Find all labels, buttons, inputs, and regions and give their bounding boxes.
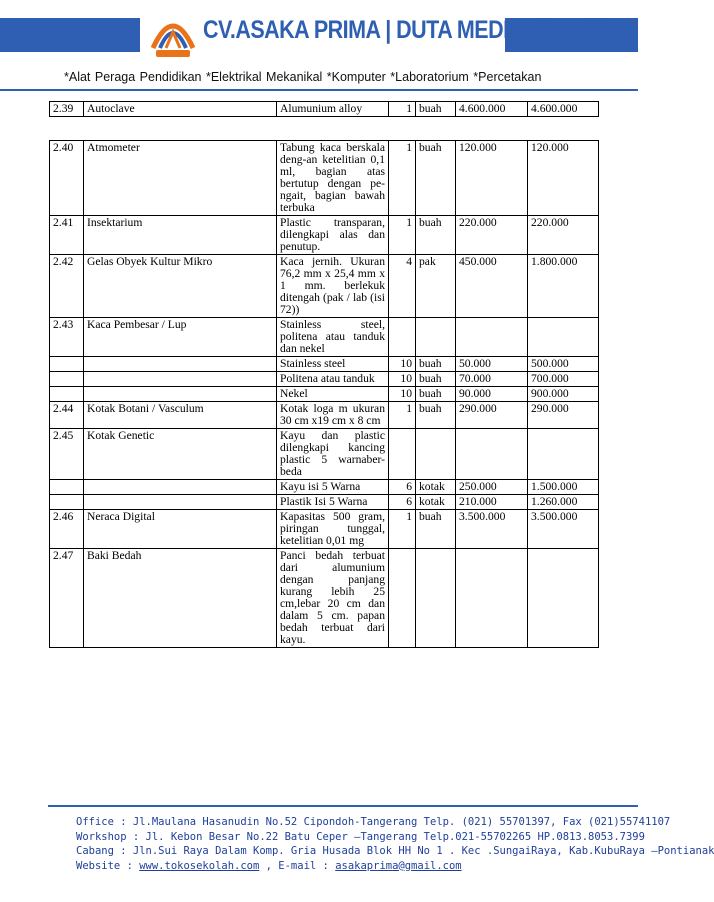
item-spec: Stainless steel, politena atau tanduk dan nekel [277, 318, 389, 357]
item-total: 1.260.000 [528, 495, 599, 510]
item-unit [416, 429, 456, 480]
item-name: Kotak Botani / Vasculum [84, 402, 277, 429]
item-number: 2.47 [50, 549, 84, 648]
item-spec: Plastik Isi 5 Warna [277, 495, 389, 510]
item-number: 2.42 [50, 255, 84, 318]
asaka-prima-logo-icon [148, 10, 198, 58]
item-qty: 1 [389, 216, 416, 255]
table-row [50, 318, 599, 357]
item-name: Neraca Digital [84, 510, 277, 549]
item-qty: 10 [389, 357, 416, 372]
item-unit: pak [416, 255, 456, 318]
item-qty: 6 [389, 480, 416, 495]
item-spec: Nekel [277, 387, 389, 402]
item-price [456, 318, 528, 357]
item-qty [389, 429, 416, 480]
item-total: 3.500.000 [528, 510, 599, 549]
table-row [50, 549, 599, 648]
email-label: , E-mail : [259, 859, 336, 872]
item-number: 2.44 [50, 402, 84, 429]
table-row [50, 102, 599, 117]
item-qty: 4 [389, 255, 416, 318]
item-unit: buah [416, 357, 456, 372]
item-total: 120.000 [528, 141, 599, 216]
footer-divider [48, 805, 638, 807]
item-name: Atmometer [84, 141, 277, 216]
item-unit [416, 318, 456, 357]
item-name [84, 480, 277, 495]
item-qty: 1 [389, 102, 416, 117]
table-row [50, 372, 599, 387]
item-number: 2.40 [50, 141, 84, 216]
item-total: 500.000 [528, 357, 599, 372]
tagline: *Alat Peraga Pendidikan *Elektrikal Mekanikal *Komputer *Laboratorium *Percetakan [64, 70, 542, 84]
item-price: 50.000 [456, 357, 528, 372]
email-link[interactable]: asakaprima@gmail.com [335, 859, 462, 872]
item-number: 2.43 [50, 318, 84, 357]
item-name: Insektarium [84, 216, 277, 255]
table-row [50, 429, 599, 480]
table-row [50, 141, 599, 216]
item-qty [389, 549, 416, 648]
item-spec: Kayu isi 5 Warna [277, 480, 389, 495]
item-number [50, 480, 84, 495]
item-spec: Kotak loga m ukuran 30 cm x19 cm x 8 cm [277, 402, 389, 429]
item-total: 290.000 [528, 402, 599, 429]
item-qty [389, 318, 416, 357]
item-price: 250.000 [456, 480, 528, 495]
items-table-main [49, 140, 599, 648]
item-unit: kotak [416, 480, 456, 495]
item-total: 4.600.000 [528, 102, 599, 117]
item-name: Gelas Obyek Kultur Mikro [84, 255, 277, 318]
item-total: 1.800.000 [528, 255, 599, 318]
item-qty: 1 [389, 141, 416, 216]
item-spec: Kaca jernih. Ukuran 76,2 mm x 25,4 mm x 1 mm. berlekuk ditengah (pak / lab (isi 72)) [277, 255, 389, 318]
item-qty: 10 [389, 387, 416, 402]
item-total [528, 429, 599, 480]
footer-cabang: Cabang : Jln.Sui Raya Dalam Komp. Gria Husada Blok HH No 1 . Kec .SungaiRaya, Kab.KubuRaya –Pontianak [76, 845, 714, 857]
item-number [50, 372, 84, 387]
item-spec: Alumunium alloy [277, 102, 389, 117]
table-row [50, 402, 599, 429]
table-row [50, 495, 599, 510]
website-label: Website : [76, 859, 140, 872]
item-total [528, 318, 599, 357]
item-unit: buah [416, 387, 456, 402]
item-price: 90.000 [456, 387, 528, 402]
item-qty: 1 [389, 402, 416, 429]
item-spec: Stainless steel [277, 357, 389, 372]
item-total: 700.000 [528, 372, 599, 387]
item-price: 120.000 [456, 141, 528, 216]
item-spec: Kapasitas 500 gram, piringan tunggal, ketelitian 0,01 mg [277, 510, 389, 549]
item-unit [416, 549, 456, 648]
item-spec: Politena atau tanduk [277, 372, 389, 387]
table-row [50, 510, 599, 549]
item-price [456, 549, 528, 648]
item-price: 290.000 [456, 402, 528, 429]
item-unit: buah [416, 402, 456, 429]
item-price: 70.000 [456, 372, 528, 387]
table-row [50, 480, 599, 495]
item-total: 220.000 [528, 216, 599, 255]
item-spec: Kayu dan plastic dilengkapi kancing plastic 5 warnaber-beda [277, 429, 389, 480]
items-table-top [49, 101, 599, 117]
website-link[interactable]: www.tokosekolah.com [139, 859, 260, 872]
footer-office: Office : Jl.Maulana Hasanudin No.52 Cipondoh-Tangerang Telp. (021) 55701397, Fax (021)55741107 [76, 816, 671, 828]
item-total [528, 549, 599, 648]
item-unit: buah [416, 141, 456, 216]
item-total: 1.500.000 [528, 480, 599, 495]
header-band-left [0, 18, 140, 52]
item-price: 220.000 [456, 216, 528, 255]
footer-workshop: Workshop : Jl. Kebon Besar No.22 Batu Ceper –Tangerang Telp.021-55702265 HP.0813.8053.7399 [76, 830, 645, 843]
item-total: 900.000 [528, 387, 599, 402]
item-name [84, 372, 277, 387]
item-unit: buah [416, 216, 456, 255]
brand-title: CV.ASAKA PRIMA | DUTA MEDIA GROUP [203, 16, 605, 44]
item-unit: buah [416, 510, 456, 549]
item-number: 2.46 [50, 510, 84, 549]
item-price: 210.000 [456, 495, 528, 510]
table-row [50, 357, 599, 372]
footer [76, 815, 714, 873]
item-number: 2.45 [50, 429, 84, 480]
header-divider [0, 89, 638, 91]
item-name: Kotak Genetic [84, 429, 277, 480]
item-name: Autoclave [84, 102, 277, 117]
table-row [50, 387, 599, 402]
item-name: Baki Bedah [84, 549, 277, 648]
item-number [50, 387, 84, 402]
table-row [50, 216, 599, 255]
table-row [50, 255, 599, 318]
item-spec: Tabung kaca berskala deng-an ketelitian 0,1 ml, bagian atas bertutup dengan pe-ngait, bagian bawah terbuka [277, 141, 389, 216]
item-unit: buah [416, 102, 456, 117]
item-qty: 6 [389, 495, 416, 510]
item-name [84, 357, 277, 372]
item-price [456, 429, 528, 480]
item-price: 4.600.000 [456, 102, 528, 117]
item-price: 3.500.000 [456, 510, 528, 549]
item-unit: buah [416, 372, 456, 387]
letterhead [0, 0, 638, 70]
item-name [84, 387, 277, 402]
item-qty: 1 [389, 510, 416, 549]
item-spec: Plastic transparan, dilengkapi alas dan penutup. [277, 216, 389, 255]
item-spec: Panci bedah terbuat dari alumunium dengan panjang kurang lebih 25 cm,lebar 20 cm dan dalam 5 cm. papan bedah terbuat dari kayu. [277, 549, 389, 648]
item-number: 2.39 [50, 102, 84, 117]
item-number: 2.41 [50, 216, 84, 255]
footer-contact [76, 859, 714, 874]
item-qty: 10 [389, 372, 416, 387]
item-name: Kaca Pembesar / Lup [84, 318, 277, 357]
item-unit: kotak [416, 495, 456, 510]
item-number [50, 357, 84, 372]
item-price: 450.000 [456, 255, 528, 318]
item-number [50, 495, 84, 510]
item-name [84, 495, 277, 510]
